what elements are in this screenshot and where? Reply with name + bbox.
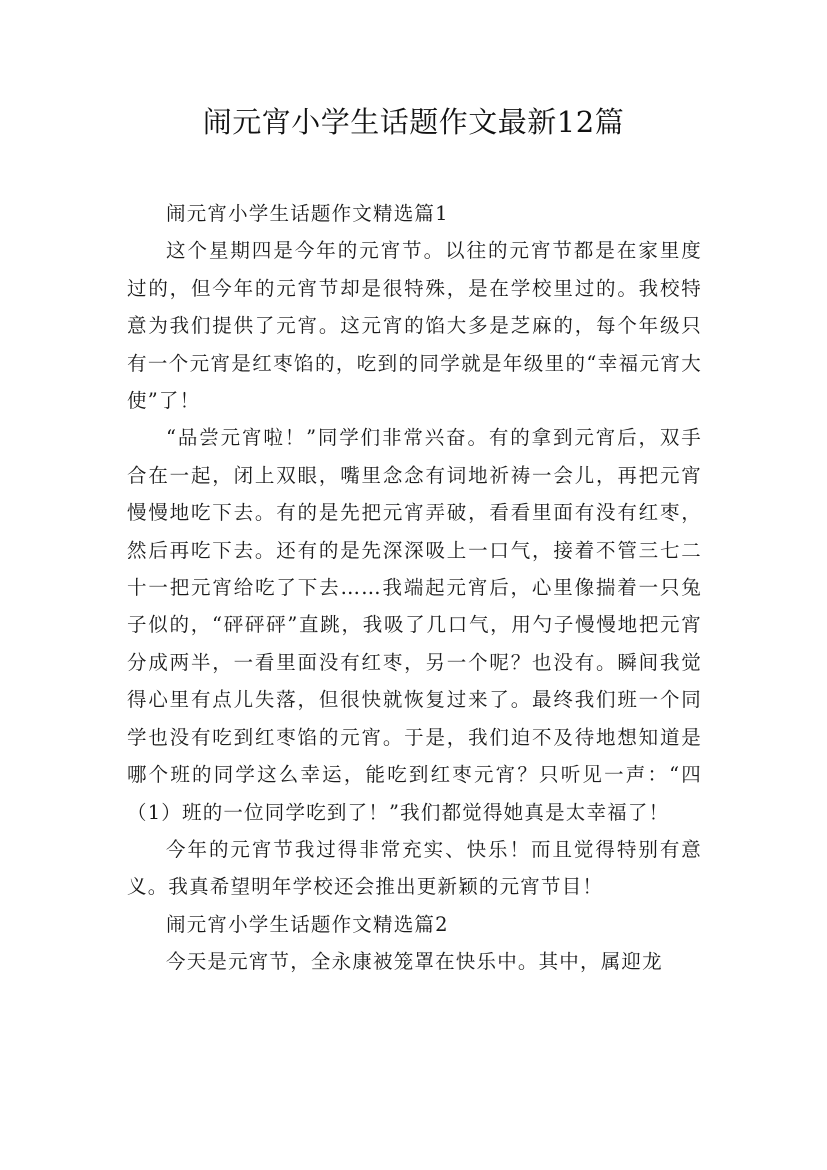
- paragraph-1: 这个星期四是今年的元宵节。以往的元宵节都是在家里度过的，但今年的元宵节却是很特殊，是在学校里过的。我校特意为我们提供了元宵。这元宵的馅大多是芝麻的，每个年级只有一个元宵是红枣馅的，吃到的同学就是年级里的“幸福元宵大使”了！: [127, 239, 702, 413]
- section-heading-2: 闹元宵小学生话题作文精选篇2: [166, 912, 449, 936]
- paragraph-4: 今天是元宵节，全永康被笼罩在快乐中。其中，属迎龙: [166, 950, 663, 974]
- document-body: [127, 195, 702, 981]
- document-title: 闹元宵小学生话题作文最新12篇: [202, 105, 625, 139]
- paragraph-3: 今年的元宵节我过得非常充实、快乐！而且觉得特别有意义。我真希望明年学校还会推出更新颖的元宵节目！: [127, 837, 702, 899]
- paragraph-2: “品尝元宵啦！”同学们非常兴奋。有的拿到元宵后，双手合在一起，闭上双眼，嘴里念念有词地祈祷一会儿，再把元宵慢慢地吃下去。有的是先把元宵弄破，看看里面有没有红枣，然后再吃下去。还有的是先深深吸上一口气，接着不管三七二十一把元宵给吃了下去……我端起元宵后，心里像揣着一只兔子似的，“砰砰砰”直跳，我吸了几口气，用勺子慢慢地把元宵分成两半，一看里面没有红枣，另一个呢？也没有。瞬间我觉得心里有点儿失落，但很快就恢复过来了。最终我们班一个同学也没有吃到红枣馅的元宵。于是，我们迫不及待地想知道是哪个班的同学这么幸运，能吃到红枣元宵？只听见一声：“四（1）班的一位同学吃到了！”我们都觉得她真是太幸福了！: [127, 426, 702, 824]
- section-heading-1: 闹元宵小学生话题作文精选篇1: [166, 202, 449, 225]
